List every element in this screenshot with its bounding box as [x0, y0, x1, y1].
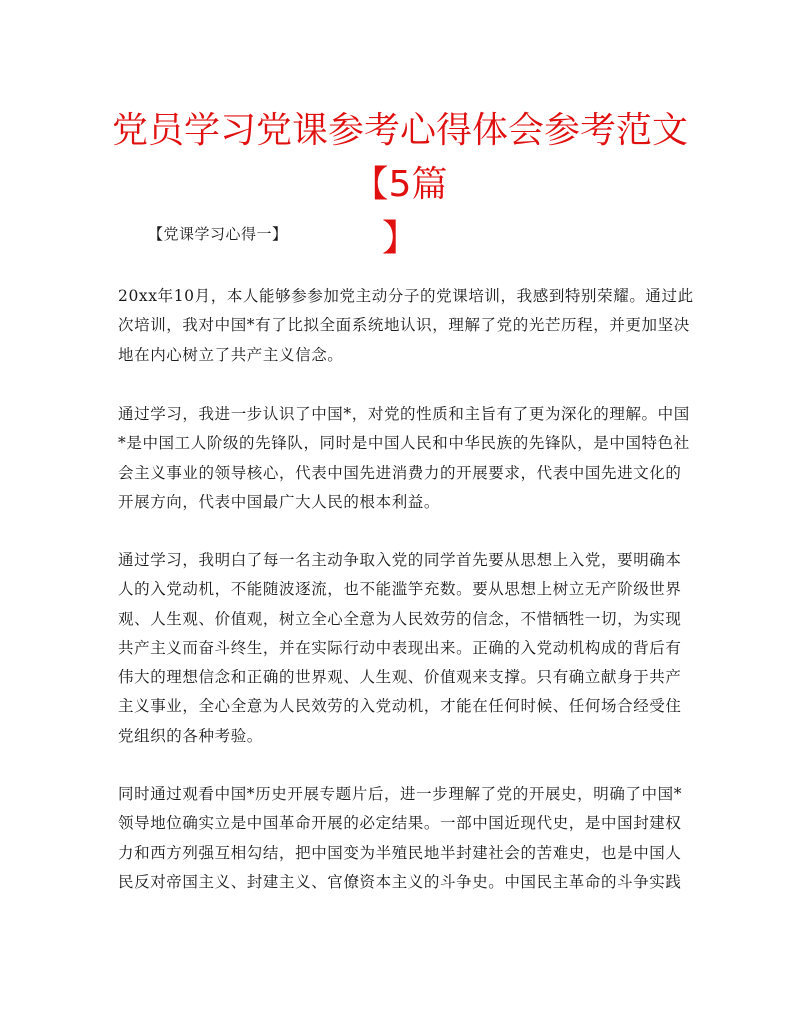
- paragraph-line: 民反对帝国主义、封建主义、官僚资本主义的斗争史。中国民主革命的斗争实践: [118, 872, 682, 891]
- paragraph-line: 会主义事业的领导核心，代表中国先进消费力的开展要求，代表中国先进文化的: [118, 463, 682, 482]
- paragraph-line: 通过学习，我进一步认识了中国*，对党的性质和主旨有了更为深化的理解。中国: [118, 405, 690, 423]
- section-heading: 【党课学习心得一】: [148, 225, 288, 243]
- paragraph-line: 领导地位确实立是中国革命开展的必定结果。一部中国近现代史，是中国封建权: [118, 814, 682, 833]
- document-title-line-2: 】: [381, 218, 418, 259]
- paragraph-line: 地在内心树立了共产主义信念。: [118, 345, 344, 364]
- paragraph-2: [118, 400, 690, 517]
- paragraph-4: [118, 780, 682, 897]
- paragraph-line: 主义事业，全心全意为人民效劳的入党动机，才能在任何时候、任何场合经受住: [118, 697, 682, 716]
- paragraph-line: 20xx年10月，本人能够参参加党主动分子的党课培训，我感到特别荣耀。通过此: [118, 287, 694, 305]
- document-title-line-1: 党员学习党课参考心得体会参考范文【5篇: [111, 110, 688, 205]
- paragraph-line: 力和西方列强互相勾结，把中国变为半殖民地半封建社会的苦难史，也是中国人: [118, 843, 682, 862]
- paragraph-line: 通过学习，我明白了每一名主动争取入党的同学首先要从思想上入党，要明确本: [118, 551, 682, 569]
- paragraph-line: 次培训，我对中国*有了比拟全面系统地认识，理解了党的光芒历程，并更加坚决: [118, 316, 690, 335]
- paragraph-line: 党组织的各种考验。: [118, 726, 263, 745]
- paragraph-line: 共产主义而奋斗终生，并在实际行动中表现出来。正确的入党动机构成的背后有: [118, 638, 682, 657]
- paragraph-line: 同时通过观看中国*历史开展专题片后，进一步理解了党的开展史，明确了中国*: [118, 785, 683, 803]
- paragraph-line: *是中国工人阶级的先锋队，同时是中国人民和中华民族的先锋队，是中国特色社: [118, 434, 690, 453]
- paragraph-line: 观、人生观、价值观，树立全心全意为人民效劳的信念，不惜牺牲一切，为实现: [118, 609, 682, 628]
- paragraph-1: [118, 282, 694, 370]
- paragraph-line: 人的入党动机，不能随波逐流，也不能滥竽充数。要从思想上树立无产阶级世界: [118, 580, 682, 599]
- paragraph-line: 开展方向，代表中国最广大人民的根本利益。: [118, 492, 441, 511]
- paragraph-line: 伟大的理想信念和正确的世界观、人生观、价值观来支撑。只有确立献身于共产: [118, 668, 682, 687]
- paragraph-3: [118, 546, 682, 751]
